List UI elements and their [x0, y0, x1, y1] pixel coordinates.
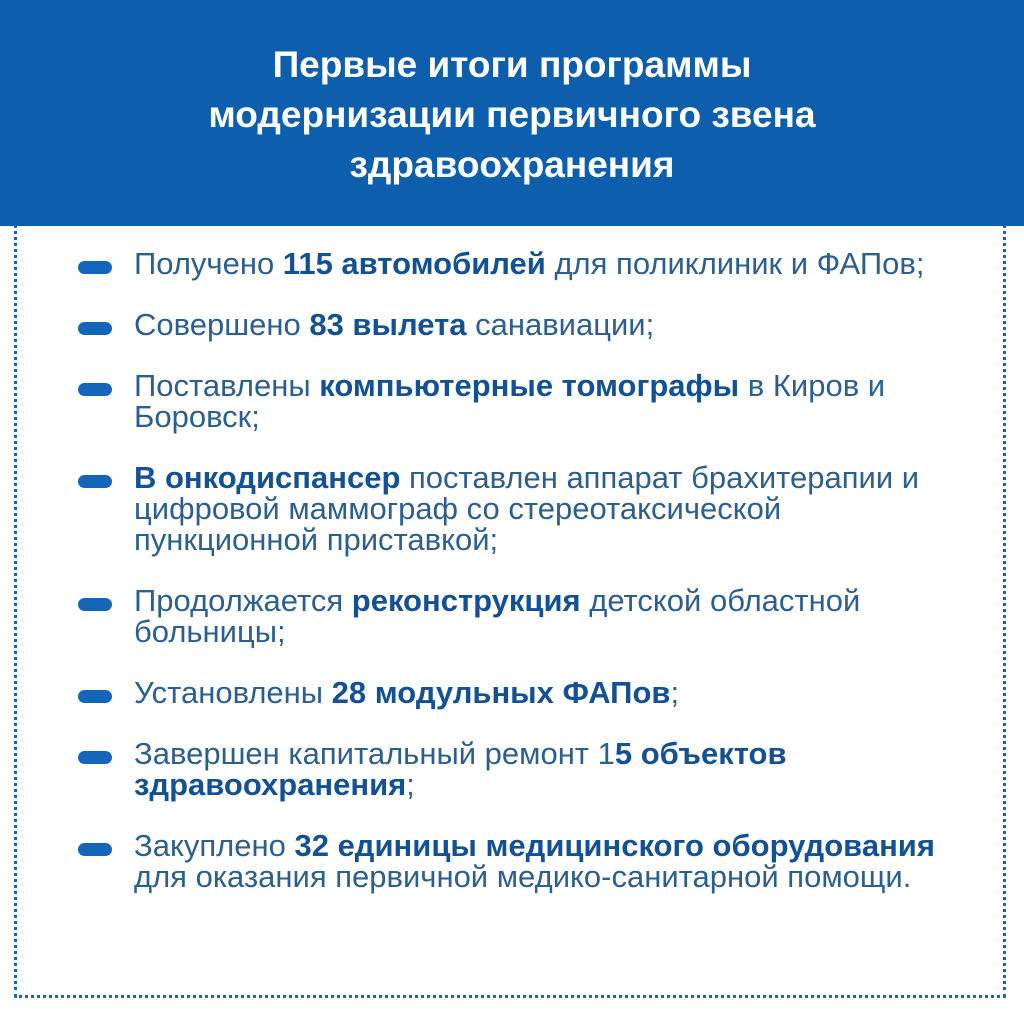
item-text: ; [670, 675, 680, 710]
list-item-repair [78, 738, 938, 800]
item-text: ; [406, 767, 415, 802]
page-title [112, 40, 912, 190]
title-line-3: здравоохранения [349, 144, 675, 185]
bullet-icon [78, 322, 112, 335]
bullet-icon [78, 598, 112, 611]
item-highlight: 28 модульных ФАПов [331, 675, 671, 710]
bullet-icon [78, 383, 112, 396]
item-text: Поставлены [134, 368, 320, 403]
title-line-1: Первые итоги программы [272, 44, 752, 85]
item-text: Получено [134, 246, 283, 281]
bullet-icon [78, 751, 112, 764]
bullet-icon [78, 843, 112, 856]
bullet-icon [78, 475, 112, 488]
list-item-reconstruction [78, 585, 938, 647]
item-text: Установлены [134, 675, 332, 710]
header-banner [0, 0, 1024, 226]
bullet-icon [78, 261, 112, 274]
item-highlight: 115 автомобилей [282, 246, 546, 281]
item-text: Закуплено [134, 828, 295, 863]
list-item-oncology [78, 462, 938, 555]
item-text: для поликлиник и ФАПов; [545, 246, 925, 281]
item-text: Продолжается [134, 583, 352, 618]
list-item-cars [78, 248, 938, 279]
item-highlight: 32 единицы медицинского оборудования [294, 828, 935, 863]
item-text: санавиации; [466, 307, 655, 342]
item-highlight: 5 объектов здравоохранения [134, 736, 787, 802]
item-highlight: реконструкция [351, 583, 581, 618]
item-text: в Киров и Боровск; [134, 368, 886, 434]
list-item-tomographs [78, 370, 938, 432]
list-item-equipment [78, 830, 938, 892]
item-text: для оказания первичной медико-санитарной помощи. [134, 859, 912, 894]
item-text: детской областной больницы; [134, 583, 861, 649]
list-item-modular-faps [78, 677, 938, 708]
item-highlight: В онкодиспансер [134, 460, 401, 495]
bullet-icon [78, 690, 112, 703]
item-text: Завершен капитальный ремонт 1 [134, 736, 615, 771]
title-line-2: модернизации первичного звена [208, 94, 816, 135]
item-text: Совершено [134, 307, 310, 342]
item-highlight: 83 вылета [309, 307, 467, 342]
results-list [78, 248, 938, 892]
list-item-flights [78, 309, 938, 340]
item-text: поставлен аппарат брахитерапии и цифровой маммограф со стереотаксической пункционной приставкой; [134, 460, 920, 557]
item-highlight: компьютерные томографы [319, 368, 740, 403]
